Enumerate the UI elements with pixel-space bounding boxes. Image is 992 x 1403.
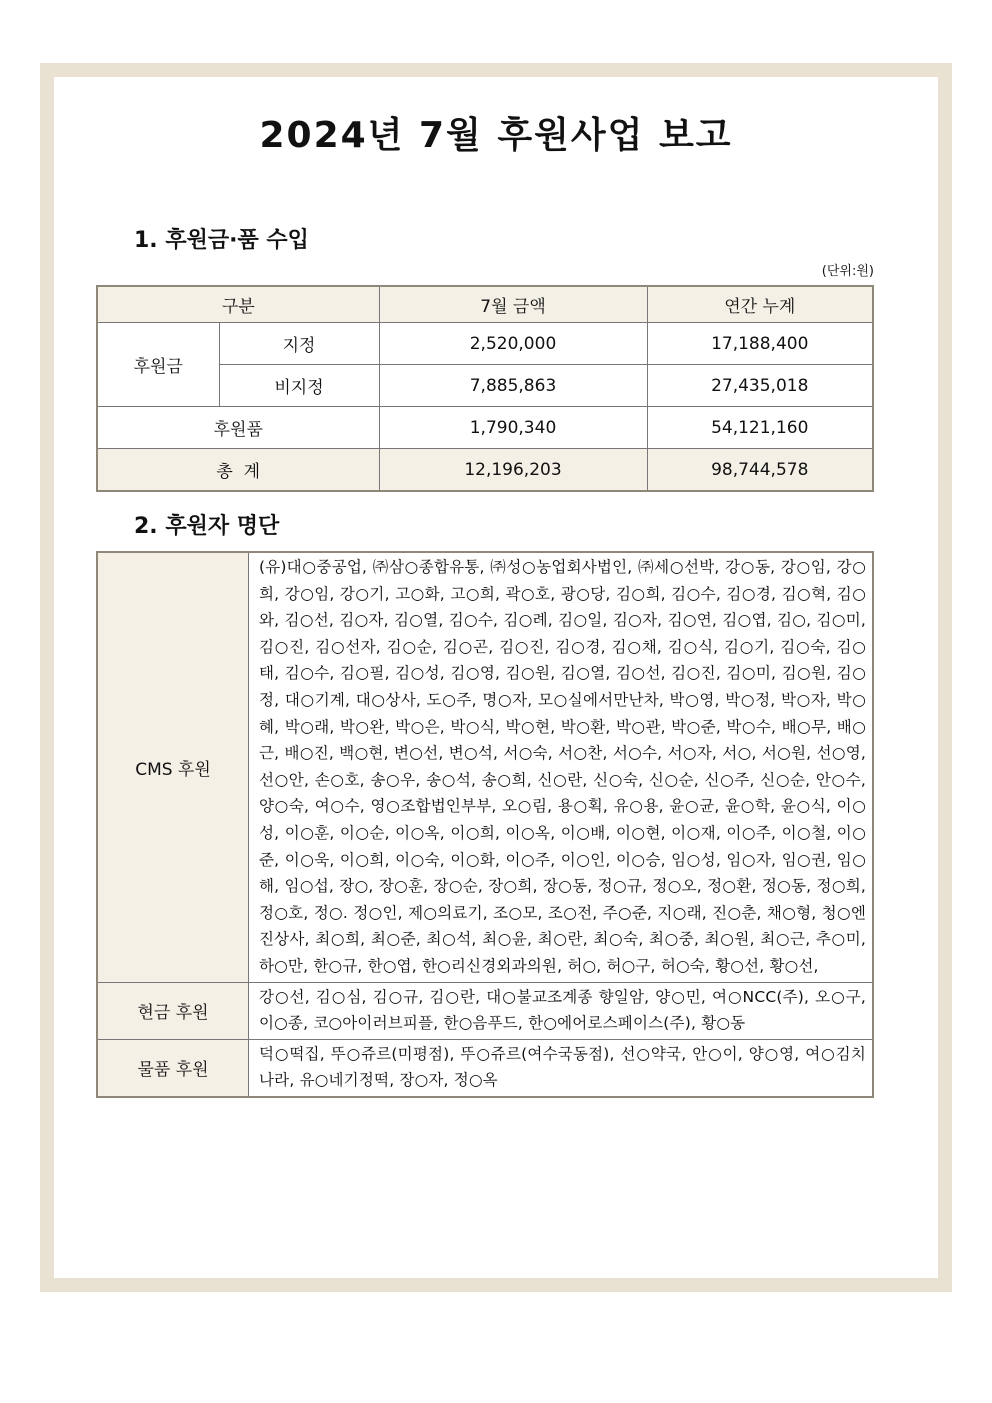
row-label: 비지정 [219,365,379,407]
group-label: 후원금 [97,323,219,407]
donor-category-cash: 현금 후원 [97,982,249,1039]
header-month: 7월 금액 [379,286,647,323]
donor-category-cms: CMS 후원 [97,552,249,982]
row-month: 7,885,863 [379,365,647,407]
page-body [54,77,938,1278]
income-table [96,285,874,492]
donor-table [96,551,874,1098]
table-row [97,407,873,449]
row-annual: 54,121,160 [647,407,873,449]
row-label: 지정 [219,323,379,365]
donor-category-goods: 물품 후원 [97,1039,249,1097]
donor-row [97,982,873,1039]
donor-list-cash: 강○선, 김○심, 김○규, 김○란, 대○불교조계종 향일암, 양○민, 여○NCC(주), 오○구, 이○종, 코○아이러브피플, 한○음푸드, 한○에어로스페이스(주), 황○동 [249,982,874,1039]
donor-list-cms: (유)대○중공업, ㈜삼○종합유통, ㈜성○농업회사법인, ㈜세○선박, 강○동, 강○임, 강○희, 강○임, 강○기, 고○화, 고○희, 곽○호, 광○당, 김○희, 김○수, 김○경, 김○혁, 김○와, 김○선, 김○자, 김○열, 김○수, 김○례, 김○일, 김○자, 김○연, 김○엽, 김○, 김○미, 김○진, 김○선자, 김○순, 김○곤, 김○진, 김○경, 김○채, 김○식, 김○기, 김○숙, 김○태, 김○수, 김○필, 김○성, 김○영, 김○원, 김○열, 김○선, 김○진, 김○미, 김○원, 김○정, 대○기계, 대○상사, 도○주, 명○자, 모○실에서만난차, 박○영, 박○정, 박○자, 박○혜, 박○래, 박○완, 박○은, 박○식, 박○현, 박○환, 박○관, 박○준, 박○수, 배○무, 배○근, 배○진, 백○현, 변○선, 변○석, 서○숙, 서○찬, 서○수, 서○자, 서○, 서○원, 선○영, 선○안, 손○호, 송○우, 송○석, 송○희, 신○란, 신○숙, 신○순, 신○주, 신○순, 안○수, 양○숙, 여○수, 영○조합법인부부, 오○림, 용○획, 유○용, 윤○균, 윤○학, 윤○식, 이○성, 이○훈, 이○순, 이○옥, 이○희, 이○옥, 이○배, 이○현, 이○재, 이○주, 이○철, 이○준, 이○욱, 이○희, 이○숙, 이○화, 이○주, 이○인, 이○승, 임○성, 임○자, 임○권, 임○해, 임○섭, 장○, 장○훈, 장○순, 장○희, 장○동, 정○규, 정○오, 정○환, 정○동, 정○희, 정○호, 정○. 정○인, 제○의료기, 조○모, 조○전, 주○준, 지○래, 진○춘, 채○형, 청○엔진상사, 최○희, 최○준, 최○석, 최○윤, 최○란, 최○숙, 최○중, 최○원, 최○근, 추○미, 하○만, 한○규, 한○엽, 한○리신경외과의원, 허○, 허○구, 허○숙, 황○선, 황○선, [249,552,874,982]
row-month: 1,790,340 [379,407,647,449]
income-header-row [97,286,873,323]
header-category: 구분 [97,286,379,323]
row-annual: 27,435,018 [647,365,873,407]
row-month: 2,520,000 [379,323,647,365]
total-row [97,449,873,492]
total-annual: 98,744,578 [647,449,873,492]
row-label: 후원품 [97,407,379,449]
unit-label: (단위:원) [821,264,874,279]
donor-list-goods: 덕○떡집, 뚜○쥬르(미평점), 뚜○쥬르(여수국동점), 선○약국, 안○이, 양○영, 여○김치나라, 유○네기정떡, 장○자, 정○옥 [249,1039,874,1097]
table-row [97,323,873,365]
header-annual: 연간 누계 [647,286,873,323]
total-month: 12,196,203 [379,449,647,492]
donor-row [97,552,873,982]
page-border [40,63,952,1292]
total-label: 총 계 [97,449,379,492]
section1-heading: 1. 후원금·품 수입 [134,228,309,253]
donor-row [97,1039,873,1097]
section2-heading: 2. 후원자 명단 [134,514,280,539]
page-title: 2024년 7월 후원사업 보고 [259,115,733,156]
row-annual: 17,188,400 [647,323,873,365]
